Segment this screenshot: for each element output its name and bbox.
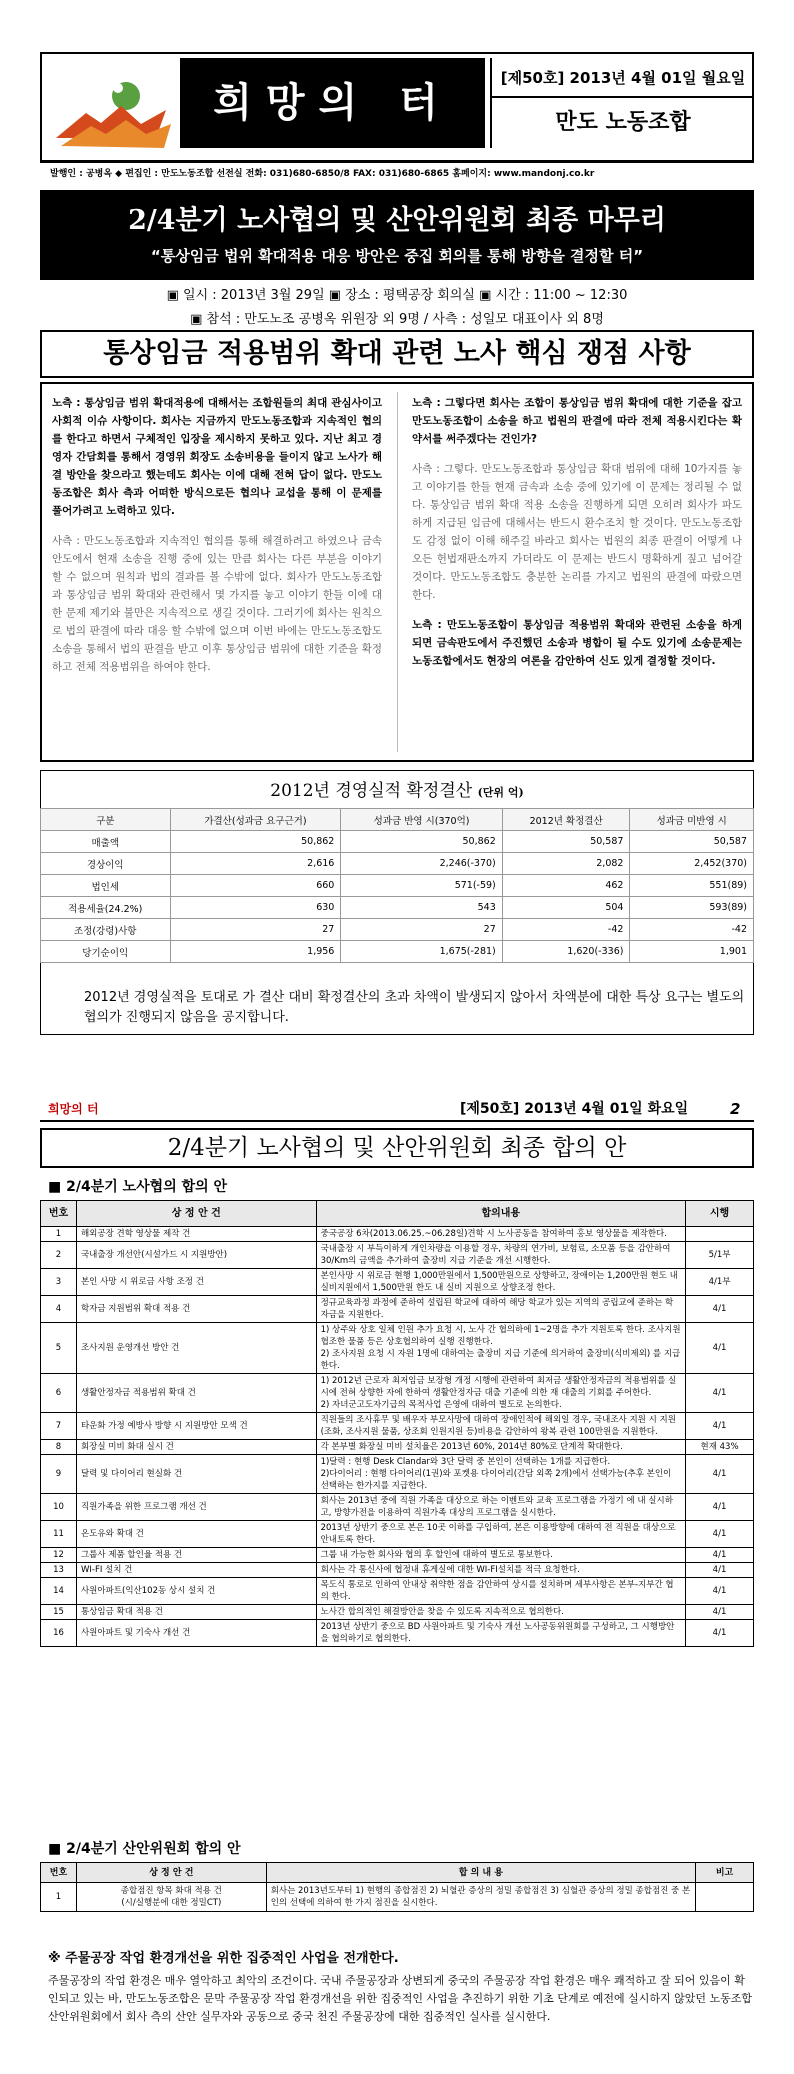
agreement-cell: 1) 2012년 근로자 최저임금 보장형 개정 시행에 관련하여 최저금 생활안정자금의 적용범위를 실시에 전혀 상향한 자에 한하여 생활안정자금 대출 기준에 의한 재 대출의 기회를 주어한다. 2) 자녀군고도자기급의 목적사업 은영에 대하여 별도로 논의한다.	[316, 1374, 685, 1413]
agreement-cell: 9	[41, 1455, 77, 1494]
agreement-cell: 4/1	[686, 1605, 754, 1620]
agreement-cell: 1) 상주와 상호 일체 인원 추가 요청 시, 노사 간 협의하에 1~2명을 추가 지원토록 한다. 조사지원 협조한 물품 등은 상호협의하여 실행 진행한다. 2) 조사지원 요청 시 자원 1명에 대하여는 출장비 지급 기준에 의거하여 출장비(식비제외) 를 지급한다.	[316, 1323, 685, 1374]
finance-unit: (단위 억)	[477, 786, 524, 799]
agreement-header-cell: 시행	[686, 1201, 754, 1227]
agreement-cell: 2013년 상반기 중으로 BD 사원아파트 및 기숙사 개선 노사공동위원회를 구성하고, 그 시행방안을 협의하기로 협의한다.	[316, 1620, 685, 1647]
finance-note: 2012년 경영실적을 토대로 가 결산 대비 확정결산의 초과 차액이 발생되지 않아서 차액분에 대한 특상 요구는 별도의 협의가 진행되지 않음을 공지합니다.	[84, 990, 745, 1025]
agreement-row	[41, 1374, 754, 1413]
agreement-cell: 4/1	[686, 1548, 754, 1563]
finance-row	[41, 875, 754, 897]
agreement-cell: 8	[41, 1440, 77, 1455]
agreement-cell: 본인 사망 시 위로금 사항 조정 건	[76, 1269, 316, 1296]
section-subhead: 통상임금 적용범위 확대 관련 노사 핵심 쟁점 사항	[40, 330, 754, 378]
meeting-info-line1: ▣ 일시 : 2013년 3월 29일 ▣ 장소 : 평택공장 회의실 ▣ 시간 : 11:00 ~ 12:30	[166, 288, 628, 303]
agreement-cell: 달력 및 다이어리 현실화 건	[76, 1455, 316, 1494]
union-name: 만도 노동조합	[490, 98, 754, 148]
publisher-info: 발행인 : 공병옥 ◆ 편집인 : 만도노동조합 선전실 전화: 031)680-6850/8 FAX: 031)680-6865 홈페이지: www.mandonj.co.kr	[40, 162, 754, 184]
finance-cell: -42	[502, 919, 630, 941]
agreement-cell: 통상임금 확대 적용 건	[76, 1605, 316, 1620]
finance-cell: 경상이익	[41, 853, 171, 875]
safety-agreement-table	[40, 1862, 754, 1912]
agreement-row	[41, 1413, 754, 1440]
finance-cell: 1,901	[630, 941, 754, 963]
finance-cell: 630	[170, 897, 341, 919]
agreement-cell: 14	[41, 1578, 77, 1605]
finance-cell: 2,616	[170, 853, 341, 875]
finance-cell: 543	[341, 897, 502, 919]
agreement-cell: 5/1부	[686, 1242, 754, 1269]
agreement-cell: 온도유와 확대 건	[76, 1521, 316, 1548]
agreement-cell: 사원아파트 및 기숙사 개선 건	[76, 1620, 316, 1647]
agreement-header-cell: 합의내용	[316, 1201, 685, 1227]
safety-header-cell: 상 정 안 건	[76, 1863, 266, 1883]
closing-notice	[48, 1950, 754, 2026]
agreement-cell: 회사는 각 통신사에 협정내 휴게실에 대한 WI-FI설치를 적극 요청한다.	[316, 1563, 685, 1578]
agreement-cell: 사원아파트(익산102동 상시 설치 건	[76, 1578, 316, 1605]
agreement-cell: 각 본부별 화장실 미비 설치율은 2013년 60%, 2014년 80%로 단계적 확대한다.	[316, 1440, 685, 1455]
agreement-cell: 1	[41, 1227, 77, 1242]
page2-logo: 희망의 터	[48, 1102, 99, 1116]
agreement-cell: 직원들의 조사휴무 및 배우자 부모사망에 대하여 장애인적에 해외일 경우, 국내조사 지원 시 지원(조화, 조사지원 물품, 상조회 인원지원 등)비용을 감안하여 왕복 관련 100만원을 지원한다.	[316, 1413, 685, 1440]
agreement-cell: 회장실 미비 화대 실시 건	[76, 1440, 316, 1455]
labor-agreement-table	[40, 1200, 754, 1647]
agreement-row	[41, 1521, 754, 1548]
finance-header-cell: 2012년 확정결산	[502, 809, 630, 831]
finance-row	[41, 919, 754, 941]
agreement-cell: 2	[41, 1242, 77, 1269]
finance-row	[41, 897, 754, 919]
safety-row	[41, 1883, 754, 1912]
finance-cell: 매출액	[41, 831, 171, 853]
agreement-cell: 11	[41, 1521, 77, 1548]
finance-cell: 50,862	[170, 831, 341, 853]
finance-cell: 551(89)	[630, 875, 754, 897]
meeting-info-line2: ▣ 참석 : 만도노조 공병옥 위원장 외 9명 / 사측 : 성일모 대표이사 외 8명	[190, 312, 604, 327]
agreement-cell: 4/1	[686, 1374, 754, 1413]
agreement-row	[41, 1563, 754, 1578]
agreement-row	[41, 1227, 754, 1242]
headline-title: 2/4분기 노사협의 및 산안위원회 최종 마무리	[128, 205, 666, 236]
finance-header-cell: 구분	[41, 809, 171, 831]
agreement-cell: 2013년 상반기 중으로 본은 10곳 이하를 구입하여, 본은 이용방향에 대하여 전 직원을 대상으로 안내토록 한다.	[316, 1521, 685, 1548]
agreement-row	[41, 1455, 754, 1494]
agreement-cell: 5	[41, 1323, 77, 1374]
finance-cell: 2,246(-370)	[341, 853, 502, 875]
safety-cell: 종합점진 항목 화대 적용 건 (시/실행분에 대한 정밀CT)	[76, 1883, 266, 1912]
agreement-cell: 회사는 2013년 중에 직원 가족을 대상으로 하는 이벤트와 교육 프로그램을 가정기 에 내 실시하고, 방향가전을 이용하여 직원가족 대상의 프로그램을 실시한다.	[316, 1494, 685, 1521]
finance-cell: 당기순이익	[41, 941, 171, 963]
finance-header-cell: 성과금 반영 시(370억)	[341, 809, 502, 831]
newsletter-title-box	[180, 58, 485, 148]
agreement-row	[41, 1269, 754, 1296]
finance-cell: 2,452(370)	[630, 853, 754, 875]
agreement-row	[41, 1620, 754, 1647]
agreement-cell: 6	[41, 1374, 77, 1413]
agreement-title: 2/4분기 노사협의 및 산안위원회 최종 합의 안	[40, 1128, 754, 1168]
article-left-column	[52, 394, 382, 688]
article-right-column	[412, 394, 742, 682]
newsletter-title: 희망의 터	[213, 79, 452, 126]
finance-cell: 조정(강령)사항	[41, 919, 171, 941]
finance-cell: 27	[341, 919, 502, 941]
agreement-cell: 그룹사 제품 할인율 적용 건	[76, 1548, 316, 1563]
agreement-cell: 7	[41, 1413, 77, 1440]
column-divider	[397, 392, 398, 752]
agreement-cell: 4/1	[686, 1620, 754, 1647]
finance-cell: 1,956	[170, 941, 341, 963]
finance-cell: 50,587	[630, 831, 754, 853]
safety-agreement-heading: ■ 2/4분기 산안위원회 합의 안	[48, 1841, 241, 1857]
finance-cell: 1,675(-281)	[341, 941, 502, 963]
agreement-cell: 4/1	[686, 1323, 754, 1374]
article-paragraph: 노측 : 만도노동조합이 통상임금 적용범위 확대와 관련된 소송을 하게 되면 금속판도에서 주진했던 소송과 병합이 될 수도 있기에 소송문제는 노동조합에서도 현장의 여론을 감안하여 신도 있게 결정할 것이다.	[412, 619, 742, 667]
article-paragraph: 사측 : 만도노동조합과 지속적인 협의를 통해 해결하려고 하였으나 금속 안도에서 현재 소송을 진행 중에 있는 만큼 회사는 다른 부분을 이야기 할 수 없으며 원칙과 법의 결과를 볼 수밖에 없다. 회사가 만도노동조합과 통상임금 범위 확대와 관련해서 몇 가지를 놓고 이야기 한들 이에 대한 문제 제기와 불만은 지속적으로 생길 것이다. 그러기에 회사는 원칙으로 법의 판결에 따라 대응 할 수밖에 없으며 이번 바에는 만도노동조합도 소송을 통해서 법의 판결을 받고 이후 통상임금 범위에 대한 기준을 확정하고 전체 적용범위을 하여야 한다.	[52, 535, 382, 673]
finance-title: 2012년 경영실적 확정결산 (단위 억)	[270, 781, 524, 801]
issue-info: [제50호] 2013년 4월 01일 월요일	[490, 58, 754, 98]
agreement-cell: WI-FI 설치 건	[76, 1563, 316, 1578]
agreement-row	[41, 1296, 754, 1323]
agreement-cell: 4/1부	[686, 1269, 754, 1296]
agreement-cell: 1)달력 : 현행 Desk Clandar와 3단 달력 중 본인이 선택하는 1개를 지급한다. 2)다이어리 : 현행 다이어리(1권)와 포켓용 다이어리(간담 외쪽 2개)에서 선택가능(추후 본인이 선택하는 한가지를 지급한다.	[316, 1455, 685, 1494]
agreement-row	[41, 1440, 754, 1455]
finance-row	[41, 831, 754, 853]
meeting-info	[40, 284, 754, 332]
closing-title: ※ 주물공장 작업 환경개선을 위한 집중적인 사업을 전개한다.	[48, 1951, 399, 1966]
agreement-cell: 13	[41, 1563, 77, 1578]
agreement-cell	[686, 1227, 754, 1242]
page2-issue: [제50호] 2013년 4월 01일 화요일	[460, 1101, 689, 1117]
agreement-cell: 중국공장 6차(2013.06.25.~06.28일)견학 시 노사공동을 참여하여 홍보 영상물을 제작한다.	[316, 1227, 685, 1242]
agreement-cell: 12	[41, 1548, 77, 1563]
finance-cell: 50,862	[341, 831, 502, 853]
finance-cell: 1,620(-336)	[502, 941, 630, 963]
safety-header-cell: 비고	[696, 1863, 754, 1883]
agreement-row	[41, 1242, 754, 1269]
safety-cell: 1	[41, 1883, 77, 1912]
agreement-cell: 4/1	[686, 1521, 754, 1548]
headline-banner	[40, 190, 754, 280]
agreement-cell: 4/1	[686, 1296, 754, 1323]
agreement-cell: 국내출장 시 부득이하게 개인차량을 이용할 경우, 차량의 연가비, 보험료, 소모품 등을 감안하여 30/Km의 금액을 추가하여 출장비 지급 기준을 개선 시행한다.	[316, 1242, 685, 1269]
agreement-header-cell: 번호	[41, 1201, 77, 1227]
article-paragraph: 노측 : 그렇다면 회사는 조합이 통상임금 범위 확대에 대한 기준을 잡고 만도노동조합이 소송을 하고 법원의 판결에 따라 전체 적용시킨다는 확약서를 써주겠다는 건인가?	[412, 397, 742, 445]
article-paragraph: 사측 : 그렇다. 만도노동조합과 통상임금 확대 범위에 대해 10가지를 놓고 이야기를 한들 현재 금속과 소송 중에 있기에 이 문제는 정리될 수 없다. 통상임금 범위 확대 적용 소송을 진행하게 되면 오히려 회사가 파도하게 지급된 임금에 대해서는 반드시 환수조치 할 것이다. 만도노동조합도 감정 없이 이해 해주길 바라고 회사는 법원의 최종 판결이 어떻게 나오든 헌법재판소까지 가더라도 이 문제는 반드시 명확하게 짚고 넘어갈 것이다. 만도노동조합도 충분한 논리를 가지고 법원의 판결에 따랐으면 한다.	[412, 463, 742, 601]
agreement-cell: 해외공장 견학 영상물 제작 건	[76, 1227, 316, 1242]
agreement-cell: 15	[41, 1605, 77, 1620]
agreement-row	[41, 1494, 754, 1521]
agreement-cell: 4/1	[686, 1455, 754, 1494]
finance-cell: 법인세	[41, 875, 171, 897]
article-paragraph: 노측 : 통상임금 범위 확대적용에 대해서는 조합원들의 최대 관심사이고 사회적 이슈 사항이다. 회사는 지금까지 만도노동조합과 지속적인 협의를 한다고 하면서 구체적인 입장을 제시하지 못하고 있다. 지난 최고 경영자 간담회를 통해서 경영위 회장도 소송비용을 들이지 않고 노사가 해결 방안을 찾으라고 했는데도 회사는 이에 대해 전혀 답이 없다. 만도노동조합은 회사 측과 어떠한 방식으로든 협의나 교섭을 통해 이 문제를 풀어가려고 노력하고 있다.	[52, 397, 382, 517]
agreement-cell: 3	[41, 1269, 77, 1296]
finance-row	[41, 853, 754, 875]
finance-cell: 593(89)	[630, 897, 754, 919]
closing-body: 주물공장의 작업 환경은 매우 열악하고 최악의 조건이다. 국내 주물공장과 상변되게 중국의 주물공장 작업 환경은 매우 쾌적하고 잘 되어 있음이 확인되고 있는 바, 만도노동조합은 문막 주물공장 작업 환경개선을 위한 집중적인 사업을 추진하기 위한 기초 단계로 예전에 실시하지 않았던 노동조합 산안위원회에서 회사 측의 산안 실무자와 공동으로 중국 천진 주물공장에 대한 집중적인 실사를 실시한다.	[48, 1974, 752, 2023]
agreement-cell: 4/1	[686, 1413, 754, 1440]
finance-cell: 504	[502, 897, 630, 919]
agreement-cell: 타운화 가정 예방사 방향 시 지원방안 모색 건	[76, 1413, 316, 1440]
safety-cell: 회사는 2013년도부터 1) 현행의 종합점진 2) 뇌혈관 증상의 정밀 종합점진 3) 심혈관 증상의 정밀 종합점진 중 본인의 선택에 의하여 한 가지 점진을 실시한다.	[266, 1883, 695, 1912]
finance-cell: -42	[630, 919, 754, 941]
agreement-cell: 16	[41, 1620, 77, 1647]
finance-cell: 적용세율(24.2%)	[41, 897, 171, 919]
finance-cell: 660	[170, 875, 341, 897]
agreement-cell: 10	[41, 1494, 77, 1521]
agreement-row	[41, 1323, 754, 1374]
logo-graphic	[46, 58, 176, 156]
agreement-cell: 직원가족을 위한 프로그램 개선 건	[76, 1494, 316, 1521]
agreement-cell: 노사간 합의적인 해결방안을 찾을 수 있도록 지속적으로 협의한다.	[316, 1605, 685, 1620]
agreement-cell: 정규교육과정 과정에 준하여 설립된 학교에 대하여 해당 학교가 있는 지역의 공립교에 준하는 학자금을 지원한다.	[316, 1296, 685, 1323]
safety-header-cell: 번호	[41, 1863, 77, 1883]
agreement-cell: 그룹 내 가능한 회사와 협의 후 할인에 대하여 별도로 통보한다.	[316, 1548, 685, 1563]
finance-cell: 27	[170, 919, 341, 941]
finance-cell: 462	[502, 875, 630, 897]
finance-table	[40, 808, 754, 963]
agreement-row	[41, 1578, 754, 1605]
agreement-cell: 현재 43%	[686, 1440, 754, 1455]
finance-cell: 2,082	[502, 853, 630, 875]
agreement-cell: 4	[41, 1296, 77, 1323]
page-number: 2	[730, 1100, 741, 1118]
agreement-cell: 4/1	[686, 1494, 754, 1521]
agreement-header-cell: 상 정 안 건	[76, 1201, 316, 1227]
agreement-cell: 4/1	[686, 1563, 754, 1578]
finance-row	[41, 941, 754, 963]
agreement-cell: 학자금 지원범위 확대 적용 건	[76, 1296, 316, 1323]
union-logo	[46, 58, 176, 156]
agreement-cell: 국내출장 개선안(시설가드 시 지원방안)	[76, 1242, 316, 1269]
agreement-row	[41, 1605, 754, 1620]
agreement-cell: 본인사망 시 위로금 현행 1,000만원에서 1,500만원으로 상향하고, 장애이는 1,200만원 현도 내 실비지원에서 1,500만원 한도 내 실비 지원으로 상향조정 한다.	[316, 1269, 685, 1296]
agreement-cell: 목도식 통로로 인하여 안내상 취약한 점을 감안하여 상시를 설치하며 세부사항은 본부-지부간 협의 한다.	[316, 1578, 685, 1605]
headline-subtitle: “통상임금 법위 확대적용 대응 방안은 중집 회의를 통해 방향을 결정할 터”	[150, 247, 644, 265]
finance-cell: 50,587	[502, 831, 630, 853]
agreement-cell: 조사지원 운영개선 방안 건	[76, 1323, 316, 1374]
safety-header-cell: 합 의 내 용	[266, 1863, 695, 1883]
finance-header-cell: 성과금 미반영 시	[630, 809, 754, 831]
finance-header-cell: 가결산(성과금 요구근거)	[170, 809, 341, 831]
finance-cell: 571(-59)	[341, 875, 502, 897]
labor-agreement-heading: ■ 2/4분기 노사협의 합의 안	[48, 1179, 228, 1195]
agreement-cell: 4/1	[686, 1578, 754, 1605]
safety-cell	[696, 1883, 754, 1912]
agreement-cell: 생활안정자금 적용범위 확대 건	[76, 1374, 316, 1413]
agreement-row	[41, 1548, 754, 1563]
